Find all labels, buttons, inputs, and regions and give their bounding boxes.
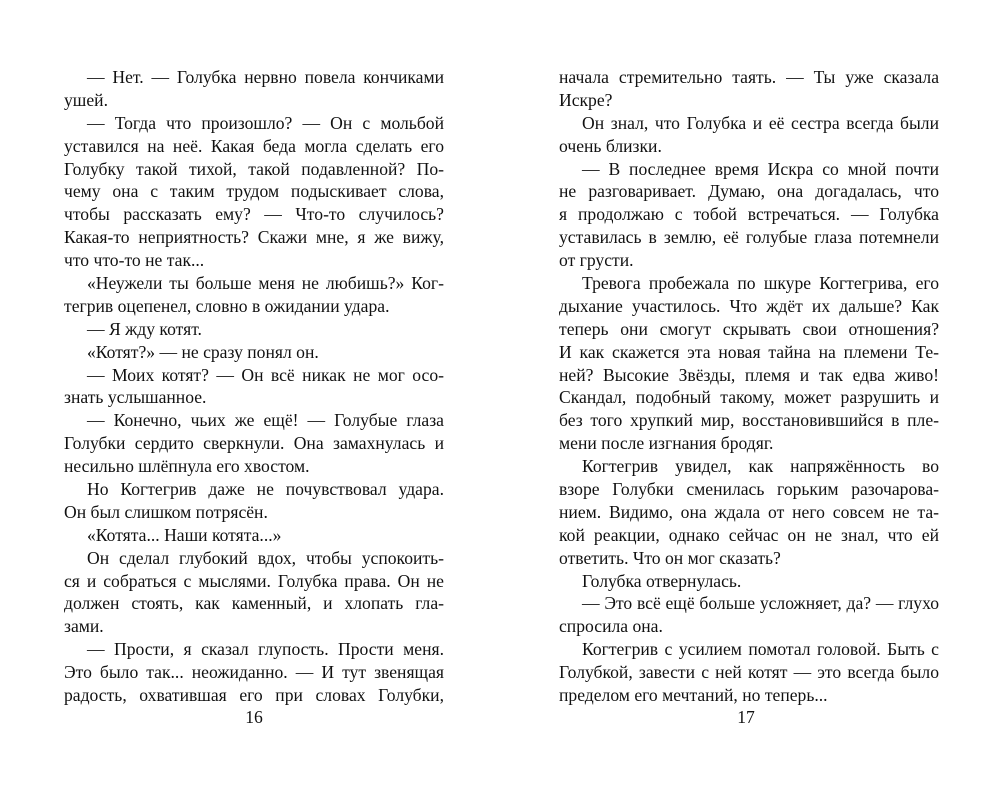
text-line: должен стоять, как каменный, и хлопать гла- xyxy=(64,593,444,614)
text-line: ней? Высокие Звёзды, племя и так едва живо! xyxy=(559,364,939,385)
text-line: чтобы рассказать ему? — Что-то случилось? xyxy=(64,204,444,225)
text-line: уставилась в землю, её голубые глаза потемнели xyxy=(559,227,939,248)
text-line: Он сделал глубокий вдох, чтобы успокоить- xyxy=(87,547,444,568)
text-line: Когтегрив с усилием помотал головой. Быть с xyxy=(582,639,939,660)
text-line: знать услышанное. xyxy=(64,387,207,408)
text-line: Искре? xyxy=(559,89,613,110)
text-line: дыхание участилось. Что ждёт их дальше? Как xyxy=(559,295,939,316)
text-line: — Тогда что произошло? — Он с мольбой xyxy=(87,112,444,133)
text-line: Голубки сердито сверкнули. Она замахнулась и xyxy=(64,433,444,454)
text-line: Какая-то неприятность? Скажи мне, я же вижу, xyxy=(64,227,444,248)
text-line: зами. xyxy=(64,616,104,637)
text-line: чему она с таким трудом подыскивает слова, xyxy=(64,181,444,202)
text-line: радость, охватившая его при словах Голубки, xyxy=(64,685,444,706)
text-line: — Это всё ещё больше усложняет, да? — глухо xyxy=(582,593,939,614)
right-page xyxy=(559,66,939,707)
text-line: И как скажется эта новая тайна на племени Те- xyxy=(559,341,939,362)
text-line: от грусти. xyxy=(559,250,634,271)
text-line: кой реакции, однако сейчас он не знал, что ей xyxy=(559,524,939,545)
text-line: Он знал, что Голубка и её сестра всегда были xyxy=(582,112,939,133)
text-line: Он был слишком потрясён. xyxy=(64,501,268,522)
text-line: тегрив оцепенел, словно в ожидании удара. xyxy=(64,295,390,316)
text-line: пределом его мечтаний, но теперь... xyxy=(559,685,828,706)
right-page-number: 17 xyxy=(737,707,755,727)
text-line: «Котят?» — не сразу понял он. xyxy=(87,341,319,362)
text-line: — Прости, я сказал глупость. Прости меня. xyxy=(87,639,444,660)
text-line: — Моих котят? — Он всё никак не мог осо- xyxy=(87,364,444,385)
text-line: начала стремительно таять. — Ты уже сказала xyxy=(559,67,939,87)
text-line: «Неужели ты больше меня не любишь?» Ког- xyxy=(87,273,444,294)
text-line: Это было так... неожиданно. — И тут звенящая xyxy=(64,662,444,683)
text-line: — Конечно, чьих же ещё! — Голубые глаза xyxy=(87,410,444,431)
text-line: спросила она. xyxy=(559,616,663,637)
text-line: ответить. Что он мог сказать? xyxy=(559,547,781,568)
text-line: ушей. xyxy=(64,89,108,110)
text-line: — Я жду котят. xyxy=(87,318,202,339)
text-line: — Нет. — Голубка нервно повела кончиками xyxy=(87,67,444,87)
text-line: я продолжаю с тобой встречаться. — Голубка xyxy=(559,204,939,225)
text-line: Голубку такой тихой, такой подавленной? По- xyxy=(64,158,444,179)
text-line: ся и собраться с мыслями. Голубка права. Он не xyxy=(64,570,444,591)
text-line: теперь они смогут скрывать свои отношения? xyxy=(559,318,939,339)
text-line: взоре Голубки сменилась горьким разочарова- xyxy=(559,479,939,500)
text-line: Тревога пробежала по шкуре Когтегрива, его xyxy=(582,273,939,294)
text-line: мени после изгнания бродяг. xyxy=(559,433,774,454)
text-line: Голубка отвернулась. xyxy=(582,570,742,591)
text-line: уставился на неё. Какая беда могла сделать его xyxy=(64,135,444,156)
text-line: очень близки. xyxy=(559,135,662,156)
text-line: что что-то не так... xyxy=(64,250,205,271)
text-line: Но Когтегрив даже не почувствовал удара. xyxy=(87,479,444,500)
text-line: «Котята... Наши котята...» xyxy=(87,524,282,545)
text-line: нием. Видимо, она ждала от него совсем не та- xyxy=(559,501,939,522)
text-line: Когтегрив увидел, как напряжённость во xyxy=(582,456,939,477)
text-line: не разговаривает. Думаю, она догадалась, что xyxy=(559,181,939,202)
text-line: без того хрупкий мир, восстановившийся в пле- xyxy=(559,410,939,431)
text-line: несильно шлёпнула его хвостом. xyxy=(64,456,310,477)
text-line: — В последнее время Искра со мной почти xyxy=(582,158,939,179)
left-page xyxy=(64,66,444,707)
text-line: Голубкой, завести с ней котят — это всегда было xyxy=(559,662,939,683)
left-page-number: 16 xyxy=(245,707,263,727)
text-line: Скандал, подобный такому, может разрушить и xyxy=(559,387,939,408)
